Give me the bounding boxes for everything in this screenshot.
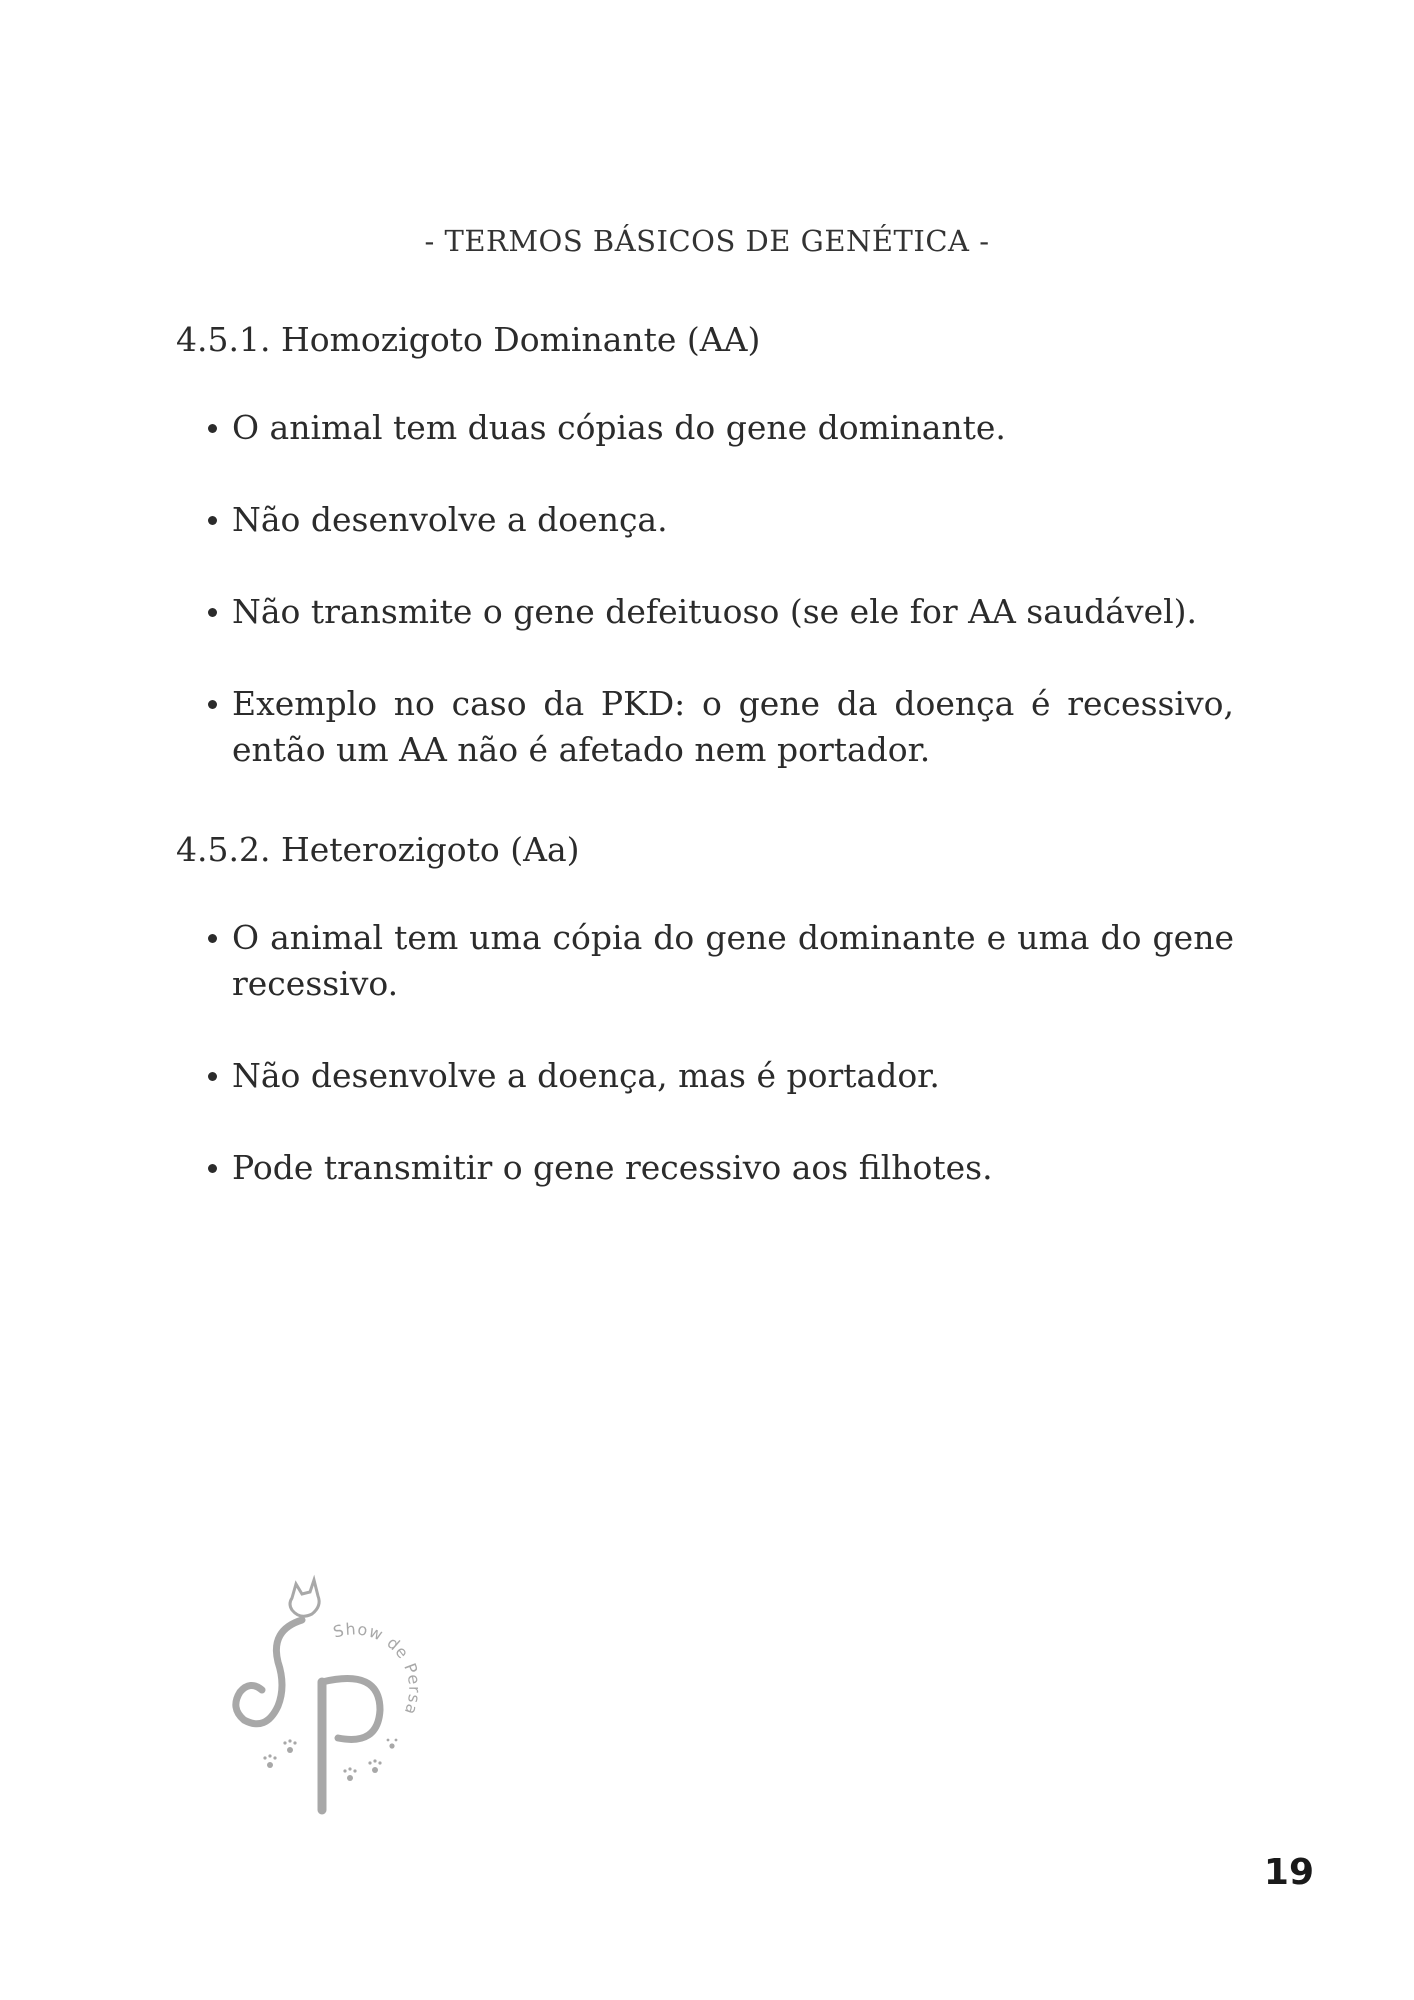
list-item [176, 589, 1234, 635]
list-item [176, 1145, 1234, 1191]
list-item-text: Não transmite o gene defeituoso (se ele for AA saudável). [232, 592, 1198, 631]
list-item [176, 915, 1234, 1007]
bullet-icon [208, 424, 217, 433]
show-de-persa-logo [230, 1570, 440, 1830]
bullet-icon [208, 700, 217, 709]
logo-text: Show de Persa [331, 1619, 425, 1719]
list-item [176, 681, 1234, 773]
list-item [176, 1053, 1234, 1099]
bullet-list-homozigoto [176, 405, 1234, 773]
heading-homozigoto-dominante: 4.5.1. Homozigoto Dominante (AA) [176, 320, 761, 359]
list-item-text: Não desenvolve a doença, mas é portador. [232, 1056, 940, 1095]
list-item [176, 405, 1234, 451]
list-item-text: Não desenvolve a doença. [232, 500, 668, 539]
list-item-text: Pode transmitir o gene recessivo aos filhotes. [232, 1148, 993, 1187]
heading-heterozigoto: 4.5.2. Heterozigoto (Aa) [176, 830, 580, 869]
bullet-icon [208, 934, 217, 943]
section-title: - TERMOS BÁSICOS DE GENÉTICA - [424, 224, 990, 258]
bullet-icon [208, 516, 217, 525]
list-item-text: O animal tem duas cópias do gene dominante. [232, 408, 1006, 447]
bullet-list-heterozigoto [176, 915, 1234, 1191]
bullet-icon [208, 608, 217, 617]
bullet-icon [208, 1164, 217, 1173]
list-item-text: Exemplo no caso da PKD: o gene da doença é recessivo, então um AA não é afetado nem portador. [232, 684, 1234, 769]
paw-prints-icon [263, 1739, 397, 1781]
page-number: 19 [1263, 1852, 1314, 1893]
bullet-icon [208, 1072, 217, 1081]
list-item-text: O animal tem uma cópia do gene dominante e uma do gene recessivo. [232, 918, 1234, 1003]
list-item [176, 497, 1234, 543]
